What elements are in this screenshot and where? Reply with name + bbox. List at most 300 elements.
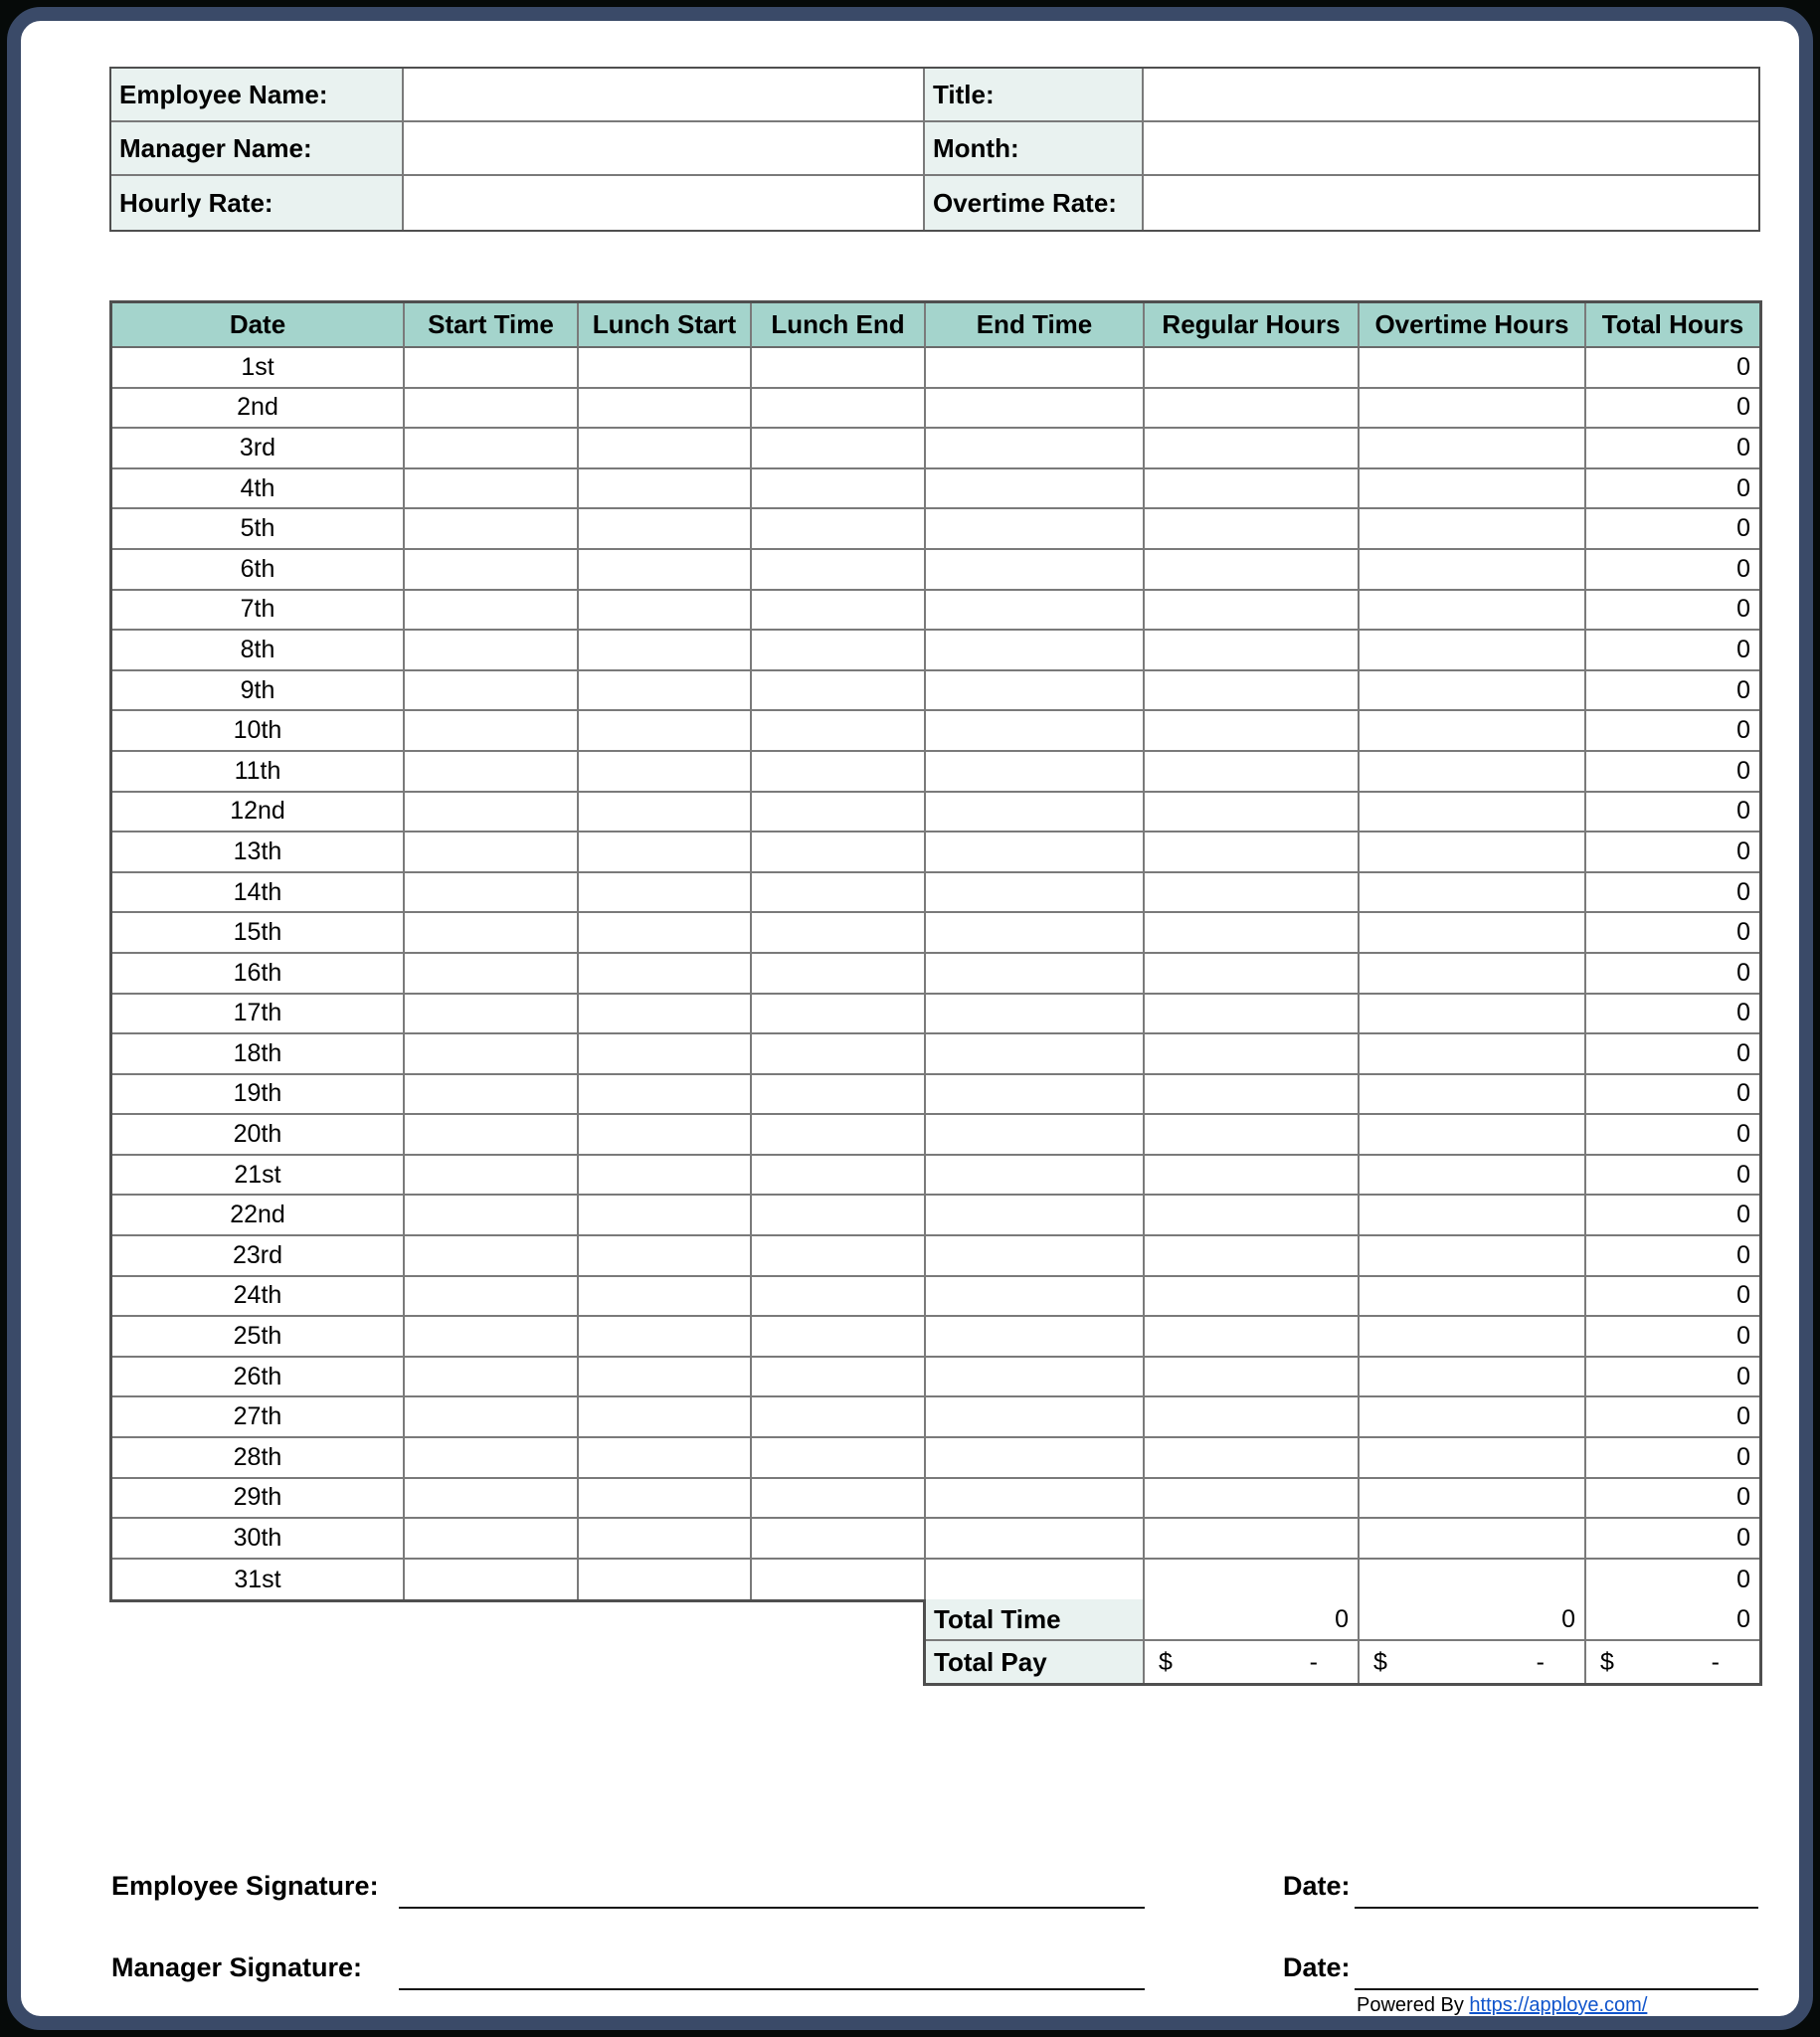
employee-date-line[interactable] — [1355, 1907, 1758, 1909]
lunch-end-cell[interactable] — [752, 793, 926, 833]
regular-hours-cell[interactable] — [1145, 1479, 1360, 1520]
regular-hours-cell[interactable] — [1145, 1034, 1360, 1075]
overtime-hours-cell[interactable] — [1360, 954, 1586, 995]
start-time-cell[interactable] — [405, 1034, 579, 1075]
start-time-cell[interactable] — [405, 348, 579, 389]
lunch-start-cell[interactable] — [579, 1438, 752, 1479]
total-hours-cell: 0 — [1586, 1034, 1759, 1075]
start-time-cell[interactable] — [405, 509, 579, 550]
date-cell: 29th — [112, 1479, 405, 1520]
overtime-hours-cell[interactable] — [1360, 469, 1586, 510]
start-time-cell[interactable] — [405, 429, 579, 469]
overtime-hours-cell[interactable] — [1360, 873, 1586, 914]
manager-signature-row — [109, 1943, 1760, 2002]
overtime-hours-cell[interactable] — [1360, 793, 1586, 833]
lunch-end-cell[interactable] — [752, 1075, 926, 1116]
start-time-cell[interactable] — [405, 1277, 579, 1318]
end-time-cell[interactable] — [926, 1438, 1145, 1479]
footer — [1357, 1994, 1647, 2017]
end-time-cell[interactable] — [926, 1479, 1145, 1520]
column-header-lunch-end: Lunch End — [752, 303, 926, 348]
end-time-cell[interactable] — [926, 1560, 1145, 1600]
lunch-end-cell[interactable] — [752, 1560, 926, 1600]
lunch-end-cell[interactable] — [752, 631, 926, 671]
end-time-cell[interactable] — [926, 1519, 1145, 1560]
lunch-start-cell[interactable] — [579, 1479, 752, 1520]
total-hours-cell: 0 — [1586, 1397, 1759, 1438]
overtime-hours-cell[interactable] — [1360, 509, 1586, 550]
total-time-label: Total Time — [926, 1599, 1145, 1641]
lunch-end-cell[interactable] — [752, 509, 926, 550]
regular-hours-cell[interactable] — [1145, 873, 1360, 914]
overtime-hours-cell[interactable] — [1360, 389, 1586, 430]
overtime-rate-label: Overtime Rate: — [925, 176, 1144, 230]
overtime-hours-cell[interactable] — [1360, 1317, 1586, 1358]
lunch-start-cell[interactable] — [579, 389, 752, 430]
total-pay-total-amount: - — [1711, 1647, 1720, 1676]
lunch-end-cell[interactable] — [752, 1317, 926, 1358]
lunch-end-cell[interactable] — [752, 995, 926, 1035]
lunch-start-cell[interactable] — [579, 1317, 752, 1358]
total-hours-cell: 0 — [1586, 873, 1759, 914]
lunch-end-cell[interactable] — [752, 711, 926, 752]
powered-by-text: Powered By — [1357, 1994, 1470, 2016]
start-time-cell[interactable] — [405, 1519, 579, 1560]
timesheet-row — [112, 671, 1759, 712]
lunch-end-cell[interactable] — [752, 1358, 926, 1398]
timesheet-page — [21, 21, 1799, 2016]
date-cell: 30th — [112, 1519, 405, 1560]
info-row — [111, 69, 1758, 122]
date-cell: 3rd — [112, 429, 405, 469]
end-time-cell[interactable] — [926, 671, 1145, 712]
lunch-start-cell[interactable] — [579, 913, 752, 954]
overtime-hours-cell[interactable] — [1360, 913, 1586, 954]
timesheet-header-row — [112, 303, 1759, 348]
end-time-cell[interactable] — [926, 591, 1145, 632]
lunch-end-cell[interactable] — [752, 752, 926, 793]
manager-signature-label: Manager Signature: — [111, 1952, 363, 1982]
total-time-overtime-hours: 0 — [1360, 1599, 1586, 1641]
overtime-hours-cell[interactable] — [1360, 995, 1586, 1035]
lunch-start-cell[interactable] — [579, 429, 752, 469]
regular-hours-cell[interactable] — [1145, 1358, 1360, 1398]
lunch-end-cell[interactable] — [752, 389, 926, 430]
overtime-hours-cell[interactable] — [1360, 1034, 1586, 1075]
employee-name-field[interactable] — [404, 69, 925, 122]
end-time-cell[interactable] — [926, 1156, 1145, 1197]
start-time-cell[interactable] — [405, 995, 579, 1035]
end-time-cell[interactable] — [926, 469, 1145, 510]
lunch-start-cell[interactable] — [579, 671, 752, 712]
regular-hours-cell[interactable] — [1145, 913, 1360, 954]
lunch-end-cell[interactable] — [752, 913, 926, 954]
title-label: Title: — [925, 69, 1144, 122]
start-time-cell[interactable] — [405, 1317, 579, 1358]
date-cell: 22nd — [112, 1196, 405, 1236]
total-time-regular-hours: 0 — [1145, 1599, 1360, 1641]
date-cell: 10th — [112, 711, 405, 752]
date-cell: 28th — [112, 1438, 405, 1479]
timesheet-table — [109, 300, 1762, 1602]
timesheet-row — [112, 1196, 1759, 1236]
end-time-cell[interactable] — [926, 1277, 1145, 1318]
timesheet-row — [112, 1236, 1759, 1277]
total-hours-cell: 0 — [1586, 389, 1759, 430]
lunch-start-cell[interactable] — [579, 591, 752, 632]
column-header-lunch-start: Lunch Start — [579, 303, 752, 348]
regular-hours-cell[interactable] — [1145, 1397, 1360, 1438]
regular-hours-cell[interactable] — [1145, 671, 1360, 712]
month-label: Month: — [925, 122, 1144, 176]
start-time-cell[interactable] — [405, 1156, 579, 1197]
manager-name-field[interactable] — [404, 122, 925, 176]
timesheet-body — [112, 348, 1759, 1599]
overtime-rate-field[interactable] — [1144, 176, 1758, 230]
total-hours-cell: 0 — [1586, 752, 1759, 793]
regular-hours-cell[interactable] — [1145, 550, 1360, 591]
timesheet-row — [112, 509, 1759, 550]
date-cell: 17th — [112, 995, 405, 1035]
total-hours-cell: 0 — [1586, 833, 1759, 873]
employee-signature-row — [109, 1861, 1760, 1921]
timesheet-row — [112, 833, 1759, 873]
end-time-cell[interactable] — [926, 711, 1145, 752]
date-cell: 31st — [112, 1560, 405, 1600]
date-cell: 25th — [112, 1317, 405, 1358]
overtime-hours-cell[interactable] — [1360, 752, 1586, 793]
total-hours-cell: 0 — [1586, 429, 1759, 469]
regular-hours-cell[interactable] — [1145, 833, 1360, 873]
timesheet-row — [112, 591, 1759, 632]
date-cell: 9th — [112, 671, 405, 712]
date-cell: 8th — [112, 631, 405, 671]
regular-hours-cell[interactable] — [1145, 1115, 1360, 1156]
total-hours-cell: 0 — [1586, 469, 1759, 510]
lunch-end-cell[interactable] — [752, 1277, 926, 1318]
timesheet-row — [112, 793, 1759, 833]
overtime-hours-cell[interactable] — [1360, 348, 1586, 389]
overtime-hours-cell[interactable] — [1360, 591, 1586, 632]
start-time-cell[interactable] — [405, 671, 579, 712]
total-time-total-hours: 0 — [1586, 1599, 1759, 1641]
apploye-link[interactable]: https://apploye.com/ — [1469, 1994, 1648, 2016]
date-cell: 14th — [112, 873, 405, 914]
start-time-cell[interactable] — [405, 389, 579, 430]
lunch-start-cell[interactable] — [579, 1075, 752, 1116]
currency-symbol: $ — [1600, 1647, 1614, 1676]
manager-name-label: Manager Name: — [111, 122, 404, 176]
end-time-cell[interactable] — [926, 1115, 1145, 1156]
regular-hours-cell[interactable] — [1145, 1277, 1360, 1318]
end-time-cell[interactable] — [926, 631, 1145, 671]
lunch-start-cell[interactable] — [579, 631, 752, 671]
end-time-cell[interactable] — [926, 1236, 1145, 1277]
date-cell: 2nd — [112, 389, 405, 430]
regular-hours-cell[interactable] — [1145, 348, 1360, 389]
lunch-start-cell[interactable] — [579, 1560, 752, 1600]
lunch-start-cell[interactable] — [579, 1115, 752, 1156]
overtime-hours-cell[interactable] — [1360, 1358, 1586, 1398]
lunch-start-cell[interactable] — [579, 954, 752, 995]
overtime-hours-cell[interactable] — [1360, 1277, 1586, 1318]
total-hours-cell: 0 — [1586, 1560, 1759, 1600]
lunch-start-cell[interactable] — [579, 752, 752, 793]
end-time-cell[interactable] — [926, 1358, 1145, 1398]
start-time-cell[interactable] — [405, 1236, 579, 1277]
total-pay-overtime — [1360, 1641, 1586, 1683]
end-time-cell[interactable] — [926, 752, 1145, 793]
overtime-hours-cell[interactable] — [1360, 1196, 1586, 1236]
regular-hours-cell[interactable] — [1145, 389, 1360, 430]
start-time-cell[interactable] — [405, 1560, 579, 1600]
lunch-start-cell[interactable] — [579, 711, 752, 752]
end-time-cell[interactable] — [926, 1034, 1145, 1075]
regular-hours-cell[interactable] — [1145, 1560, 1360, 1600]
total-hours-cell: 0 — [1586, 591, 1759, 632]
total-pay-regular — [1145, 1641, 1360, 1683]
start-time-cell[interactable] — [405, 793, 579, 833]
overtime-hours-cell[interactable] — [1360, 833, 1586, 873]
lunch-end-cell[interactable] — [752, 1196, 926, 1236]
total-hours-cell: 0 — [1586, 348, 1759, 389]
regular-hours-cell[interactable] — [1145, 429, 1360, 469]
date-cell: 12nd — [112, 793, 405, 833]
timesheet-row — [112, 469, 1759, 510]
end-time-cell[interactable] — [926, 509, 1145, 550]
overtime-hours-cell[interactable] — [1360, 1236, 1586, 1277]
overtime-hours-cell[interactable] — [1360, 429, 1586, 469]
info-row — [111, 122, 1758, 176]
overtime-hours-cell[interactable] — [1360, 631, 1586, 671]
start-time-cell[interactable] — [405, 873, 579, 914]
end-time-cell[interactable] — [926, 348, 1145, 389]
regular-hours-cell[interactable] — [1145, 711, 1360, 752]
overtime-hours-cell[interactable] — [1360, 1397, 1586, 1438]
overtime-hours-cell[interactable] — [1360, 1115, 1586, 1156]
lunch-end-cell[interactable] — [752, 1034, 926, 1075]
regular-hours-cell[interactable] — [1145, 1317, 1360, 1358]
end-time-cell[interactable] — [926, 995, 1145, 1035]
total-hours-cell: 0 — [1586, 1519, 1759, 1560]
regular-hours-cell[interactable] — [1145, 1236, 1360, 1277]
start-time-cell[interactable] — [405, 469, 579, 510]
overtime-hours-cell[interactable] — [1360, 1479, 1586, 1520]
end-time-cell[interactable] — [926, 1196, 1145, 1236]
date-cell: 5th — [112, 509, 405, 550]
end-time-cell[interactable] — [926, 833, 1145, 873]
lunch-end-cell[interactable] — [752, 591, 926, 632]
timesheet-row — [112, 752, 1759, 793]
date-cell: 19th — [112, 1075, 405, 1116]
lunch-start-cell[interactable] — [579, 1034, 752, 1075]
regular-hours-cell[interactable] — [1145, 1438, 1360, 1479]
end-time-cell[interactable] — [926, 913, 1145, 954]
regular-hours-cell[interactable] — [1145, 591, 1360, 632]
timesheet-row — [112, 913, 1759, 954]
date-cell: 18th — [112, 1034, 405, 1075]
page-frame — [7, 7, 1813, 2030]
overtime-hours-cell[interactable] — [1360, 1156, 1586, 1197]
total-hours-cell: 0 — [1586, 509, 1759, 550]
regular-hours-cell[interactable] — [1145, 469, 1360, 510]
lunch-start-cell[interactable] — [579, 1196, 752, 1236]
start-time-cell[interactable] — [405, 1075, 579, 1116]
end-time-cell[interactable] — [926, 1317, 1145, 1358]
total-hours-cell: 0 — [1586, 550, 1759, 591]
end-time-cell[interactable] — [926, 1075, 1145, 1116]
total-hours-cell: 0 — [1586, 1317, 1759, 1358]
lunch-start-cell[interactable] — [579, 509, 752, 550]
lunch-end-cell[interactable] — [752, 469, 926, 510]
column-header-start-time: Start Time — [405, 303, 579, 348]
total-hours-cell: 0 — [1586, 1438, 1759, 1479]
start-time-cell[interactable] — [405, 550, 579, 591]
end-time-cell[interactable] — [926, 389, 1145, 430]
lunch-end-cell[interactable] — [752, 1115, 926, 1156]
end-time-cell[interactable] — [926, 550, 1145, 591]
regular-hours-cell[interactable] — [1145, 631, 1360, 671]
timesheet-row — [112, 1397, 1759, 1438]
lunch-end-cell[interactable] — [752, 1519, 926, 1560]
date-cell: 4th — [112, 469, 405, 510]
date-cell: 13th — [112, 833, 405, 873]
lunch-start-cell[interactable] — [579, 833, 752, 873]
end-time-cell[interactable] — [926, 873, 1145, 914]
start-time-cell[interactable] — [405, 631, 579, 671]
column-header-regular-hours: Regular Hours — [1145, 303, 1360, 348]
start-time-cell[interactable] — [405, 1196, 579, 1236]
total-pay-total — [1586, 1641, 1759, 1683]
lunch-end-cell[interactable] — [752, 833, 926, 873]
regular-hours-cell[interactable] — [1145, 1196, 1360, 1236]
lunch-start-cell[interactable] — [579, 1156, 752, 1197]
month-field[interactable] — [1144, 122, 1758, 176]
regular-hours-cell[interactable] — [1145, 509, 1360, 550]
timesheet-row — [112, 1438, 1759, 1479]
overtime-hours-cell[interactable] — [1360, 711, 1586, 752]
start-time-cell[interactable] — [405, 711, 579, 752]
timesheet-row — [112, 1519, 1759, 1560]
date-cell: 1st — [112, 348, 405, 389]
timesheet-row — [112, 1034, 1759, 1075]
lunch-end-cell[interactable] — [752, 873, 926, 914]
lunch-start-cell[interactable] — [579, 1397, 752, 1438]
overtime-hours-cell[interactable] — [1360, 1519, 1586, 1560]
start-time-cell[interactable] — [405, 913, 579, 954]
regular-hours-cell[interactable] — [1145, 1075, 1360, 1116]
timesheet-row — [112, 1156, 1759, 1197]
total-hours-cell: 0 — [1586, 1236, 1759, 1277]
lunch-end-cell[interactable] — [752, 1156, 926, 1197]
lunch-start-cell[interactable] — [579, 793, 752, 833]
signature-section — [109, 1861, 1760, 2002]
end-time-cell[interactable] — [926, 793, 1145, 833]
lunch-start-cell[interactable] — [579, 550, 752, 591]
overtime-hours-cell[interactable] — [1360, 1560, 1586, 1600]
timesheet-row — [112, 1317, 1759, 1358]
date-cell: 24th — [112, 1277, 405, 1318]
employee-signature-line[interactable] — [399, 1907, 1145, 1909]
lunch-end-cell[interactable] — [752, 1397, 926, 1438]
lunch-start-cell[interactable] — [579, 348, 752, 389]
end-time-cell[interactable] — [926, 429, 1145, 469]
date-cell: 27th — [112, 1397, 405, 1438]
lunch-end-cell[interactable] — [752, 954, 926, 995]
total-time-row — [926, 1599, 1759, 1641]
total-hours-cell: 0 — [1586, 1277, 1759, 1318]
lunch-start-cell[interactable] — [579, 1236, 752, 1277]
manager-date-line[interactable] — [1355, 1988, 1758, 1990]
lunch-start-cell[interactable] — [579, 1519, 752, 1560]
lunch-end-cell[interactable] — [752, 550, 926, 591]
start-time-cell[interactable] — [405, 1479, 579, 1520]
timesheet-row — [112, 631, 1759, 671]
info-row — [111, 176, 1758, 230]
start-time-cell[interactable] — [405, 752, 579, 793]
employee-name-label: Employee Name: — [111, 69, 404, 122]
lunch-end-cell[interactable] — [752, 671, 926, 712]
lunch-end-cell[interactable] — [752, 1236, 926, 1277]
total-hours-cell: 0 — [1586, 995, 1759, 1035]
regular-hours-cell[interactable] — [1145, 1519, 1360, 1560]
total-hours-cell: 0 — [1586, 631, 1759, 671]
overtime-hours-cell[interactable] — [1360, 671, 1586, 712]
overtime-hours-cell[interactable] — [1360, 1438, 1586, 1479]
timesheet-row — [112, 711, 1759, 752]
start-time-cell[interactable] — [405, 1115, 579, 1156]
total-pay-label: Total Pay — [926, 1641, 1145, 1683]
date-cell: 6th — [112, 550, 405, 591]
regular-hours-cell[interactable] — [1145, 995, 1360, 1035]
start-time-cell[interactable] — [405, 954, 579, 995]
timesheet-row — [112, 873, 1759, 914]
end-time-cell[interactable] — [926, 954, 1145, 995]
start-time-cell[interactable] — [405, 833, 579, 873]
title-field[interactable] — [1144, 69, 1758, 122]
lunch-start-cell[interactable] — [579, 1358, 752, 1398]
start-time-cell[interactable] — [405, 1438, 579, 1479]
overtime-hours-cell[interactable] — [1360, 550, 1586, 591]
lunch-end-cell[interactable] — [752, 429, 926, 469]
hourly-rate-field[interactable] — [404, 176, 925, 230]
regular-hours-cell[interactable] — [1145, 1156, 1360, 1197]
regular-hours-cell[interactable] — [1145, 954, 1360, 995]
lunch-start-cell[interactable] — [579, 469, 752, 510]
regular-hours-cell[interactable] — [1145, 793, 1360, 833]
total-pay-overtime-amount: - — [1536, 1647, 1545, 1676]
lunch-end-cell[interactable] — [752, 1438, 926, 1479]
end-time-cell[interactable] — [926, 1397, 1145, 1438]
currency-symbol: $ — [1159, 1647, 1173, 1676]
manager-signature-line[interactable] — [399, 1988, 1145, 1990]
lunch-end-cell[interactable] — [752, 348, 926, 389]
date-cell: 7th — [112, 591, 405, 632]
start-time-cell[interactable] — [405, 591, 579, 632]
start-time-cell[interactable] — [405, 1397, 579, 1438]
lunch-start-cell[interactable] — [579, 873, 752, 914]
lunch-start-cell[interactable] — [579, 995, 752, 1035]
start-time-cell[interactable] — [405, 1358, 579, 1398]
total-hours-cell: 0 — [1586, 711, 1759, 752]
lunch-start-cell[interactable] — [579, 1277, 752, 1318]
currency-symbol: $ — [1373, 1647, 1387, 1676]
date-cell: 15th — [112, 913, 405, 954]
regular-hours-cell[interactable] — [1145, 752, 1360, 793]
lunch-end-cell[interactable] — [752, 1479, 926, 1520]
overtime-hours-cell[interactable] — [1360, 1075, 1586, 1116]
date-cell: 23rd — [112, 1236, 405, 1277]
